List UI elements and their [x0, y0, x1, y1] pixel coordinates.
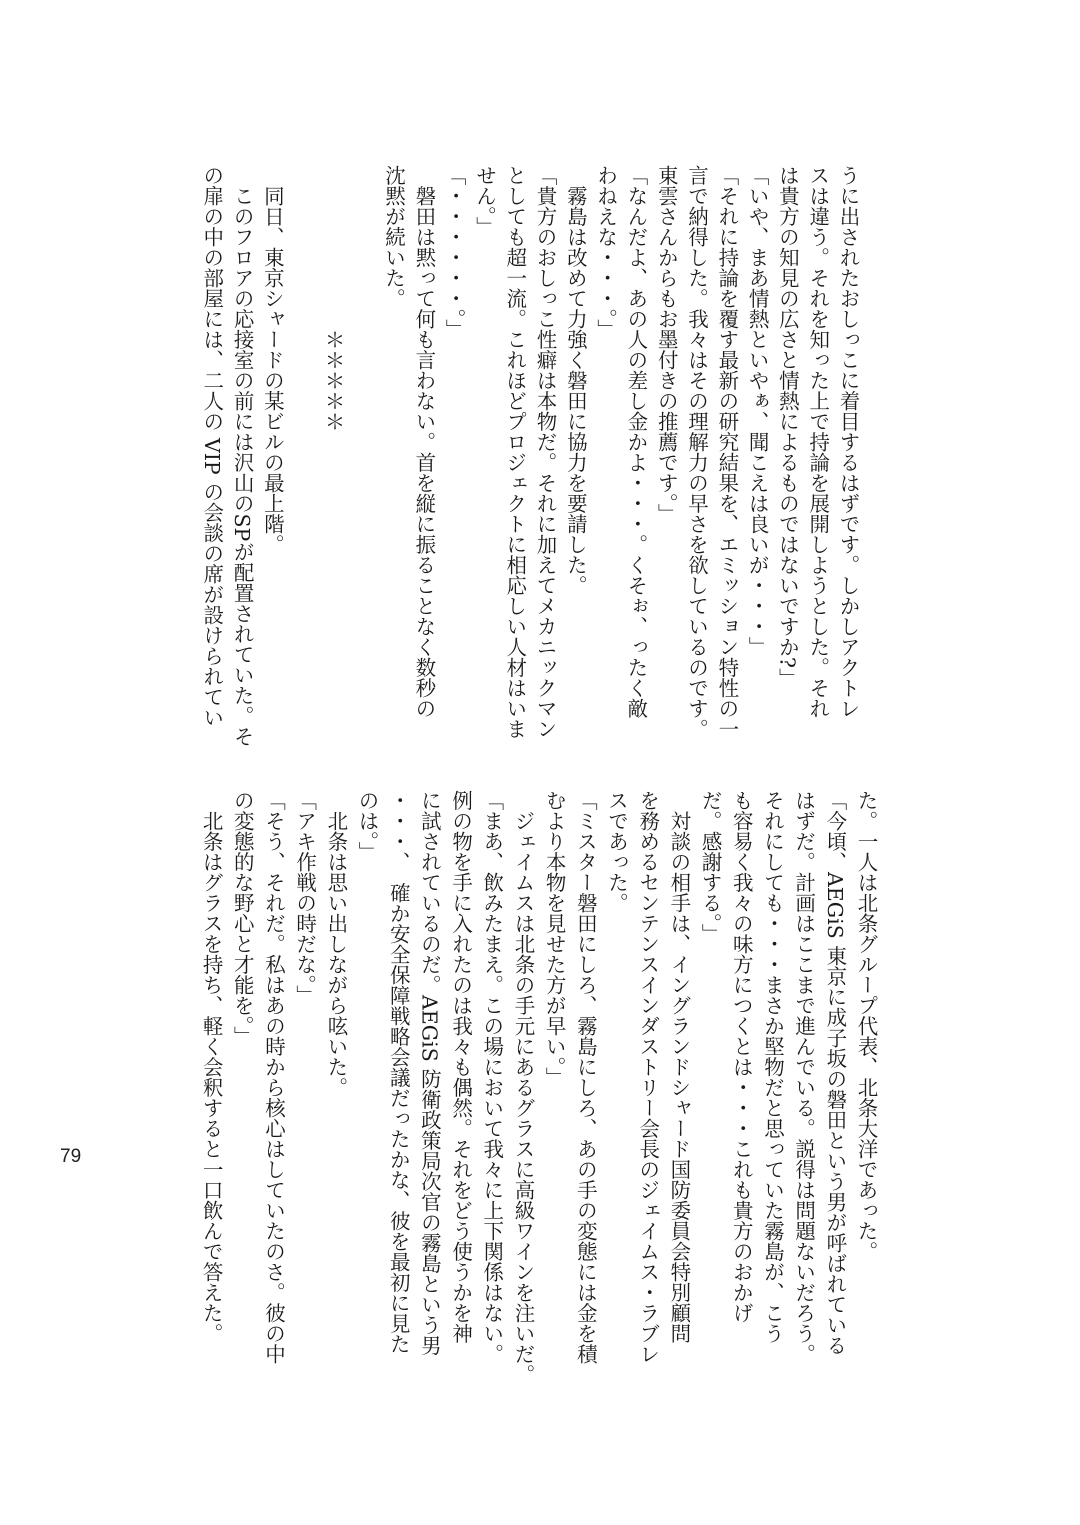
text-column: だ。感謝する。」 — [698, 790, 723, 944]
text-column: うに出されたおしっこに着目するはずです。しかしアクトレ — [836, 165, 860, 719]
text-column: に試されているのだ。AEGiS 防衛政策局次官の霧島という男 — [417, 790, 442, 1356]
upper-text-block — [196, 165, 863, 747]
text-column: 「今頃、AEGiS 東京に成子坂の磐田という男が呼ばれている — [822, 790, 847, 1356]
text-column: 「なんだよ、あの人の差し金かよ・・・。くそぉ、ったく敵 — [623, 165, 648, 719]
text-column: は貴方の知見の広さと情熱によるものではないですか?」 — [775, 165, 800, 689]
text-column: の変態的な野心と才能を。」 — [230, 790, 255, 1047]
text-column: 東雲さんからもお墨付きの推薦です。」 — [654, 165, 679, 524]
text-column: 「ミスター磐田にしろ、霧島にしろ、あの手の変態には金を積 — [573, 790, 598, 1364]
lower-text-block — [195, 790, 881, 1385]
text-column — [348, 165, 378, 735]
text-column: 沈黙が続いた。 — [381, 165, 406, 309]
text-column: 磐田は黙って何も言わない。首を縦に振ることなく数秒の — [411, 165, 436, 719]
text-column: た。一人は北条グループ代表、北条大洋であった。 — [854, 790, 878, 1262]
text-column: の扉の中の部屋には、二人の VIP の会談の席が設けられてい — [199, 165, 224, 728]
text-column: 「貴方のおしっこ性癖は本物だ。それに加えてメカニックマン — [533, 165, 558, 739]
text-column: 「アキ作戦の時だな。」 — [292, 790, 317, 1006]
text-column: 「それに持論を覆す最新の研究結果を、エミッション特性の一 — [714, 165, 739, 739]
text-column: 霧島は改めて力強く磐田に協力を要請した。 — [563, 165, 588, 596]
text-column: としても超一流。これほどプロジェクトに相応しい人材はいま — [502, 165, 527, 739]
text-column: 北条はグラスを持ち、軽く会釈すると一口飲んで答えた。 — [199, 790, 224, 1344]
text-column: スは違う。それを知った上で持論を展開しようとした。それ — [805, 165, 830, 719]
text-column: このフロアの応接室の前には沢山のSPが配置されていた。そ — [230, 165, 255, 747]
text-column: 対談の相手は、イングランドシャード国防委員会特別顧問 — [666, 790, 691, 1344]
text-column: それにしても・・・まさか堅物だと思っていた霧島が、こう — [760, 790, 785, 1344]
text-column: を務めるセンテンスインダストリー会長のジェイムス・ラブレ — [635, 790, 660, 1364]
text-column: 例の物を手に入れたのは我々も偶然。それをどう使うかを神 — [448, 790, 473, 1344]
text-column: ＊＊＊＊＊ — [320, 165, 345, 432]
text-column: 言で納得した。我々はその理解力の早さを欲しているのです。 — [684, 165, 709, 739]
text-column: ジェイムスは北条の手元にあるグラスに高級ワインを注いだ。 — [510, 790, 535, 1385]
text-column: むより本物を見せた方が早い。」 — [542, 790, 567, 1088]
text-column: も容易く我々の味方につくとは・・・これも貴方のおかげ — [729, 790, 754, 1323]
text-column: 北条は思い出しながら呟いた。 — [323, 790, 348, 1098]
text-column: せん。」 — [472, 165, 497, 237]
text-column: はずだ。計画はここまで進んでいる。説得は問題ないだろう。 — [791, 790, 816, 1364]
text-column: スであった。 — [604, 790, 629, 913]
text-column: わねえな・・・。」 — [593, 165, 618, 340]
text-column: 「そう、それだ。私はあの時から核心はしていたのさ。彼の中 — [261, 790, 286, 1364]
text-column: 「まあ、飲みたまえ。この場において我々に上下関係はない。 — [479, 790, 504, 1364]
text-column: のは。」 — [355, 790, 379, 862]
text-column: 「・・・・・・。」 — [442, 165, 467, 340]
text-column: ・・・、 確か安全保障戦略会議だったかな、彼を最初に見た — [386, 790, 411, 1354]
text-column — [287, 165, 317, 735]
page-number: 79 — [60, 1146, 82, 1167]
text-column: 同日、東京シャードの某ビルの最上階。 — [260, 165, 285, 555]
text-column: 「いや、まあ情熱といやぁ、聞こえは良いが・・・」 — [745, 165, 770, 657]
